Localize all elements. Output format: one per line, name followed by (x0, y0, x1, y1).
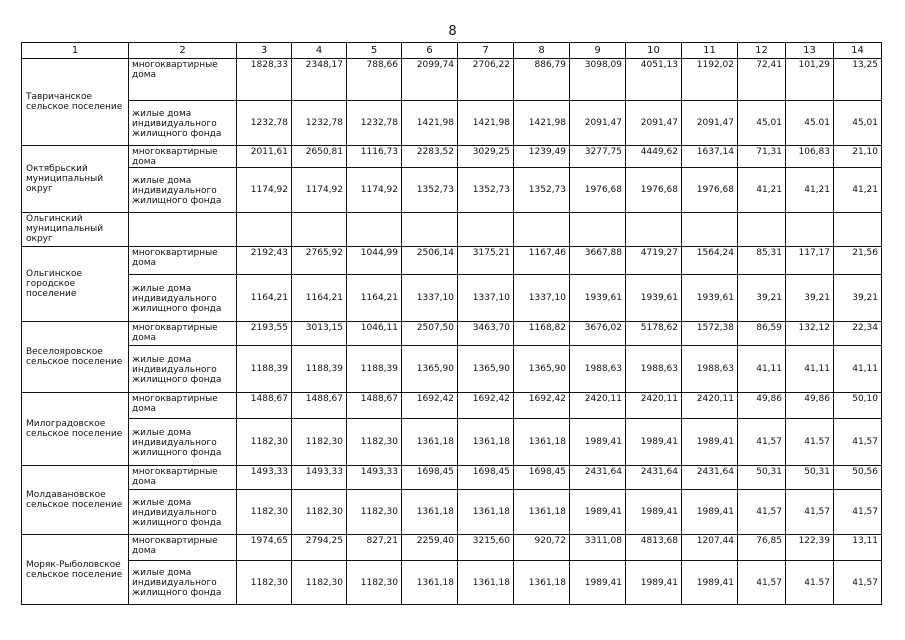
value-cell-col-5: 1182,30 (347, 419, 402, 466)
value-cell-col-8: 1352,73 (514, 168, 570, 213)
value-cell-col-8 (514, 213, 570, 247)
value-cell-col-14: 41,57 (834, 490, 882, 535)
value-cell-col-9: 3098,09 (570, 59, 626, 101)
value-cell-col-12 (738, 213, 786, 247)
value-cell-col-7: 1361,18 (458, 419, 514, 466)
value-cell-col-6: 1361,18 (402, 490, 458, 535)
housing-type-cell: жилые дома индивидуального жилищного фонда (129, 346, 237, 393)
value-cell-col-11: 1192,02 (682, 59, 738, 101)
value-cell-col-5: 1188,39 (347, 346, 402, 393)
value-cell-col-12: 49,86 (738, 393, 786, 419)
value-cell-col-14: 50,10 (834, 393, 882, 419)
value-cell-col-14: 13,25 (834, 59, 882, 101)
value-cell-col-12: 41,11 (738, 346, 786, 393)
value-cell-col-13: 39,21 (786, 275, 834, 322)
value-cell-col-6: 2283,52 (402, 146, 458, 168)
value-cell-col-10: 1939,61 (626, 275, 682, 322)
value-cell-col-5: 1488,67 (347, 393, 402, 419)
value-cell-col-4: 1488,67 (292, 393, 347, 419)
table-row (22, 146, 882, 168)
value-cell-col-7: 3215,60 (458, 535, 514, 561)
table-row (22, 346, 882, 393)
value-cell-col-5: 1174,92 (347, 168, 402, 213)
value-cell-col-12: 76,85 (738, 535, 786, 561)
value-cell-col-3: 2011,61 (237, 146, 292, 168)
table-header (22, 43, 882, 59)
value-cell-col-6: 2259,40 (402, 535, 458, 561)
value-cell-col-14 (834, 213, 882, 247)
value-cell-col-14: 41,57 (834, 561, 882, 605)
value-cell-col-9: 2431,64 (570, 466, 626, 490)
value-cell-col-5: 788,66 (347, 59, 402, 101)
value-cell-col-3: 1164,21 (237, 275, 292, 322)
value-cell-col-8: 1698,45 (514, 466, 570, 490)
value-cell-col-9: 1976,68 (570, 168, 626, 213)
value-cell-col-4: 2794,25 (292, 535, 347, 561)
value-cell-col-8: 1168,82 (514, 322, 570, 346)
value-cell-col-14: 21,10 (834, 146, 882, 168)
value-cell-col-4: 1174,92 (292, 168, 347, 213)
value-cell-col-8: 1167,46 (514, 247, 570, 275)
value-cell-col-10: 1976,68 (626, 168, 682, 213)
value-cell-col-10: 4449,62 (626, 146, 682, 168)
table-row (22, 168, 882, 213)
value-cell-col-14: 22,34 (834, 322, 882, 346)
value-cell-col-7: 1698,45 (458, 466, 514, 490)
table-row (22, 466, 882, 490)
value-cell-col-9: 2420,11 (570, 393, 626, 419)
value-cell-col-14: 41,57 (834, 419, 882, 466)
value-cell-col-13: 41.57 (786, 561, 834, 605)
housing-type-cell: многоквартирные дома (129, 393, 237, 419)
value-cell-col-10: 2091,47 (626, 101, 682, 146)
value-cell-col-6: 1421,98 (402, 101, 458, 146)
municipality-cell: Тавричанское сельское поселение (22, 59, 129, 146)
value-cell-col-6: 2507,50 (402, 322, 458, 346)
value-cell-col-7: 3175,21 (458, 247, 514, 275)
value-cell-col-5: 1182,30 (347, 561, 402, 605)
value-cell-col-13: 41,11 (786, 346, 834, 393)
value-cell-col-12: 41,57 (738, 490, 786, 535)
value-cell-col-4 (292, 213, 347, 247)
value-cell-col-3: 1182,30 (237, 490, 292, 535)
value-cell-col-3: 1974,65 (237, 535, 292, 561)
table-row (22, 247, 882, 275)
value-cell-col-8: 1361,18 (514, 561, 570, 605)
value-cell-col-13: 49,86 (786, 393, 834, 419)
value-cell-col-14: 41,21 (834, 168, 882, 213)
value-cell-col-11: 1989,41 (682, 561, 738, 605)
housing-type-cell (129, 213, 237, 247)
value-cell-col-13: 41,57 (786, 490, 834, 535)
value-cell-col-6: 1337,10 (402, 275, 458, 322)
value-cell-col-7: 3029,25 (458, 146, 514, 168)
value-cell-col-10: 1989,41 (626, 490, 682, 535)
value-cell-col-10: 4813,68 (626, 535, 682, 561)
value-cell-col-7: 1365,90 (458, 346, 514, 393)
column-header-13: 13 (786, 43, 834, 59)
municipality-cell: Ольгинское городское поселение (22, 247, 129, 322)
value-cell-col-11: 2091,47 (682, 101, 738, 146)
value-cell-col-7: 1352,73 (458, 168, 514, 213)
value-cell-col-4: 1493,33 (292, 466, 347, 490)
value-cell-col-12: 39,21 (738, 275, 786, 322)
value-cell-col-6: 2099,74 (402, 59, 458, 101)
value-cell-col-5: 1232,78 (347, 101, 402, 146)
table-row (22, 322, 882, 346)
table-row (22, 393, 882, 419)
value-cell-col-12: 72,41 (738, 59, 786, 101)
value-cell-col-10: 1989,41 (626, 419, 682, 466)
value-cell-col-6 (402, 213, 458, 247)
value-cell-col-8: 1692,42 (514, 393, 570, 419)
value-cell-col-7: 1337,10 (458, 275, 514, 322)
value-cell-col-3: 1188,39 (237, 346, 292, 393)
value-cell-col-9: 3667,88 (570, 247, 626, 275)
value-cell-col-5: 1164,21 (347, 275, 402, 322)
housing-type-cell: жилые дома индивидуального жилищного фонда (129, 490, 237, 535)
value-cell-col-7: 3463,70 (458, 322, 514, 346)
value-cell-col-8: 1361,18 (514, 419, 570, 466)
municipality-cell: Моряк-Рыболовское сельское поселение (22, 535, 129, 605)
value-cell-col-6: 1698,45 (402, 466, 458, 490)
value-cell-col-9: 1989,41 (570, 561, 626, 605)
value-cell-col-4: 3013,15 (292, 322, 347, 346)
page-number: 8 (448, 24, 457, 39)
value-cell-col-4: 2650,81 (292, 146, 347, 168)
housing-type-cell: жилые дома индивидуального жилищного фонда (129, 275, 237, 322)
value-cell-col-8: 1365,90 (514, 346, 570, 393)
value-cell-col-9: 1939,61 (570, 275, 626, 322)
value-cell-col-12: 86,59 (738, 322, 786, 346)
table-row (22, 101, 882, 146)
housing-type-cell: многоквартирные дома (129, 247, 237, 275)
column-header-3: 3 (237, 43, 292, 59)
value-cell-col-11 (682, 213, 738, 247)
value-cell-col-9: 3277,75 (570, 146, 626, 168)
value-cell-col-5: 1044,99 (347, 247, 402, 275)
column-header-6: 6 (402, 43, 458, 59)
value-cell-col-11: 1988,63 (682, 346, 738, 393)
municipality-cell: Милоградовское сельское поселение (22, 393, 129, 466)
value-cell-col-12: 71,31 (738, 146, 786, 168)
column-header-7: 7 (458, 43, 514, 59)
municipality-cell: Октябрьский муниципальный округ (22, 146, 129, 213)
value-cell-col-10: 2431,64 (626, 466, 682, 490)
value-cell-col-7: 1692,42 (458, 393, 514, 419)
value-cell-col-4: 2765,92 (292, 247, 347, 275)
value-cell-col-14: 21,56 (834, 247, 882, 275)
value-cell-col-5: 827,21 (347, 535, 402, 561)
value-cell-col-12: 85,31 (738, 247, 786, 275)
column-header-9: 9 (570, 43, 626, 59)
value-cell-col-14: 41,11 (834, 346, 882, 393)
value-cell-col-3 (237, 213, 292, 247)
value-cell-col-4: 1232,78 (292, 101, 347, 146)
value-cell-col-3: 1488,67 (237, 393, 292, 419)
tariff-table (21, 42, 882, 605)
value-cell-col-11: 1939,61 (682, 275, 738, 322)
value-cell-col-8: 920,72 (514, 535, 570, 561)
value-cell-col-9: 2091,47 (570, 101, 626, 146)
housing-type-cell: жилые дома индивидуального жилищного фонда (129, 419, 237, 466)
value-cell-col-11: 1637,14 (682, 146, 738, 168)
municipality-cell: Ольгинский муниципальный округ (22, 213, 129, 247)
value-cell-col-11: 1572,38 (682, 322, 738, 346)
value-cell-col-9: 1988,63 (570, 346, 626, 393)
value-cell-col-3: 1493,33 (237, 466, 292, 490)
value-cell-col-11: 1207,44 (682, 535, 738, 561)
municipality-cell: Веселояровское сельское поселение (22, 322, 129, 393)
value-cell-col-13: 106,83 (786, 146, 834, 168)
value-cell-col-11: 1989,41 (682, 419, 738, 466)
value-cell-col-8: 1337,10 (514, 275, 570, 322)
value-cell-col-12: 41,21 (738, 168, 786, 213)
value-cell-col-12: 41,57 (738, 419, 786, 466)
table-row (22, 419, 882, 466)
value-cell-col-6: 1692,42 (402, 393, 458, 419)
value-cell-col-6: 2506,14 (402, 247, 458, 275)
value-cell-col-11: 1564,24 (682, 247, 738, 275)
value-cell-col-8: 1239,49 (514, 146, 570, 168)
value-cell-col-13: 41,21 (786, 168, 834, 213)
value-cell-col-10: 1989,41 (626, 561, 682, 605)
value-cell-col-8: 886,79 (514, 59, 570, 101)
value-cell-col-11: 1989,41 (682, 490, 738, 535)
value-cell-col-9: 1989,41 (570, 419, 626, 466)
value-cell-col-3: 1828,33 (237, 59, 292, 101)
value-cell-col-13 (786, 213, 834, 247)
value-cell-col-13: 45.01 (786, 101, 834, 146)
value-cell-col-12: 41,57 (738, 561, 786, 605)
column-number-row (22, 43, 882, 59)
table-row (22, 490, 882, 535)
value-cell-col-12: 50,31 (738, 466, 786, 490)
value-cell-col-6: 1361,18 (402, 561, 458, 605)
value-cell-col-3: 2192,43 (237, 247, 292, 275)
value-cell-col-13: 41.57 (786, 419, 834, 466)
housing-type-cell: жилые дома индивидуального жилищного фонда (129, 168, 237, 213)
value-cell-col-9: 3311,08 (570, 535, 626, 561)
value-cell-col-3: 1232,78 (237, 101, 292, 146)
value-cell-col-14: 50,56 (834, 466, 882, 490)
column-header-12: 12 (738, 43, 786, 59)
table-body (22, 59, 882, 605)
value-cell-col-7: 1421,98 (458, 101, 514, 146)
value-cell-col-5: 1046,11 (347, 322, 402, 346)
value-cell-col-4: 1188,39 (292, 346, 347, 393)
table-row (22, 275, 882, 322)
column-header-5: 5 (347, 43, 402, 59)
housing-type-cell: многоквартирные дома (129, 146, 237, 168)
value-cell-col-4: 1164,21 (292, 275, 347, 322)
housing-type-cell: многоквартирные дома (129, 322, 237, 346)
housing-type-cell: многоквартирные дома (129, 59, 237, 101)
table-row (22, 213, 882, 247)
column-header-10: 10 (626, 43, 682, 59)
column-header-2: 2 (129, 43, 237, 59)
value-cell-col-13: 132,12 (786, 322, 834, 346)
table-row (22, 59, 882, 101)
value-cell-col-11: 1976,68 (682, 168, 738, 213)
value-cell-col-5: 1493,33 (347, 466, 402, 490)
value-cell-col-13: 122,39 (786, 535, 834, 561)
value-cell-col-10: 4051,13 (626, 59, 682, 101)
value-cell-col-4: 1182,30 (292, 490, 347, 535)
column-header-4: 4 (292, 43, 347, 59)
value-cell-col-7: 1361,18 (458, 490, 514, 535)
value-cell-col-6: 1352,73 (402, 168, 458, 213)
value-cell-col-6: 1361,18 (402, 419, 458, 466)
value-cell-col-9: 1989,41 (570, 490, 626, 535)
value-cell-col-5: 1182,30 (347, 490, 402, 535)
value-cell-col-8: 1421,98 (514, 101, 570, 146)
housing-type-cell: многоквартирные дома (129, 466, 237, 490)
value-cell-col-14: 39,21 (834, 275, 882, 322)
value-cell-col-3: 1182,30 (237, 419, 292, 466)
value-cell-col-7 (458, 213, 514, 247)
value-cell-col-3: 1174,92 (237, 168, 292, 213)
value-cell-col-6: 1365,90 (402, 346, 458, 393)
value-cell-col-10: 5178,62 (626, 322, 682, 346)
value-cell-col-10: 1988,63 (626, 346, 682, 393)
table-row (22, 535, 882, 561)
value-cell-col-10: 4719,27 (626, 247, 682, 275)
value-cell-col-7: 2706,22 (458, 59, 514, 101)
housing-type-cell: жилые дома индивидуального жилищного фонда (129, 561, 237, 605)
value-cell-col-11: 2420,11 (682, 393, 738, 419)
table-row (22, 561, 882, 605)
value-cell-col-9: 3676,02 (570, 322, 626, 346)
value-cell-col-10: 2420,11 (626, 393, 682, 419)
value-cell-col-12: 45,01 (738, 101, 786, 146)
housing-type-cell: жилые дома индивидуального жилищного фонда (129, 101, 237, 146)
value-cell-col-13: 50,31 (786, 466, 834, 490)
column-header-1: 1 (22, 43, 129, 59)
value-cell-col-11: 2431,64 (682, 466, 738, 490)
value-cell-col-8: 1361,18 (514, 490, 570, 535)
value-cell-col-13: 117,17 (786, 247, 834, 275)
value-cell-col-5: 1116,73 (347, 146, 402, 168)
value-cell-col-3: 1182,30 (237, 561, 292, 605)
municipality-cell: Молдавановское сельское поселение (22, 466, 129, 535)
housing-type-cell: многоквартирные дома (129, 535, 237, 561)
value-cell-col-10 (626, 213, 682, 247)
value-cell-col-7: 1361,18 (458, 561, 514, 605)
value-cell-col-4: 2348,17 (292, 59, 347, 101)
value-cell-col-4: 1182,30 (292, 419, 347, 466)
column-header-8: 8 (514, 43, 570, 59)
value-cell-col-13: 101,29 (786, 59, 834, 101)
value-cell-col-3: 2193,55 (237, 322, 292, 346)
column-header-14: 14 (834, 43, 882, 59)
value-cell-col-14: 13,11 (834, 535, 882, 561)
value-cell-col-9 (570, 213, 626, 247)
column-header-11: 11 (682, 43, 738, 59)
value-cell-col-4: 1182,30 (292, 561, 347, 605)
value-cell-col-5 (347, 213, 402, 247)
value-cell-col-14: 45,01 (834, 101, 882, 146)
